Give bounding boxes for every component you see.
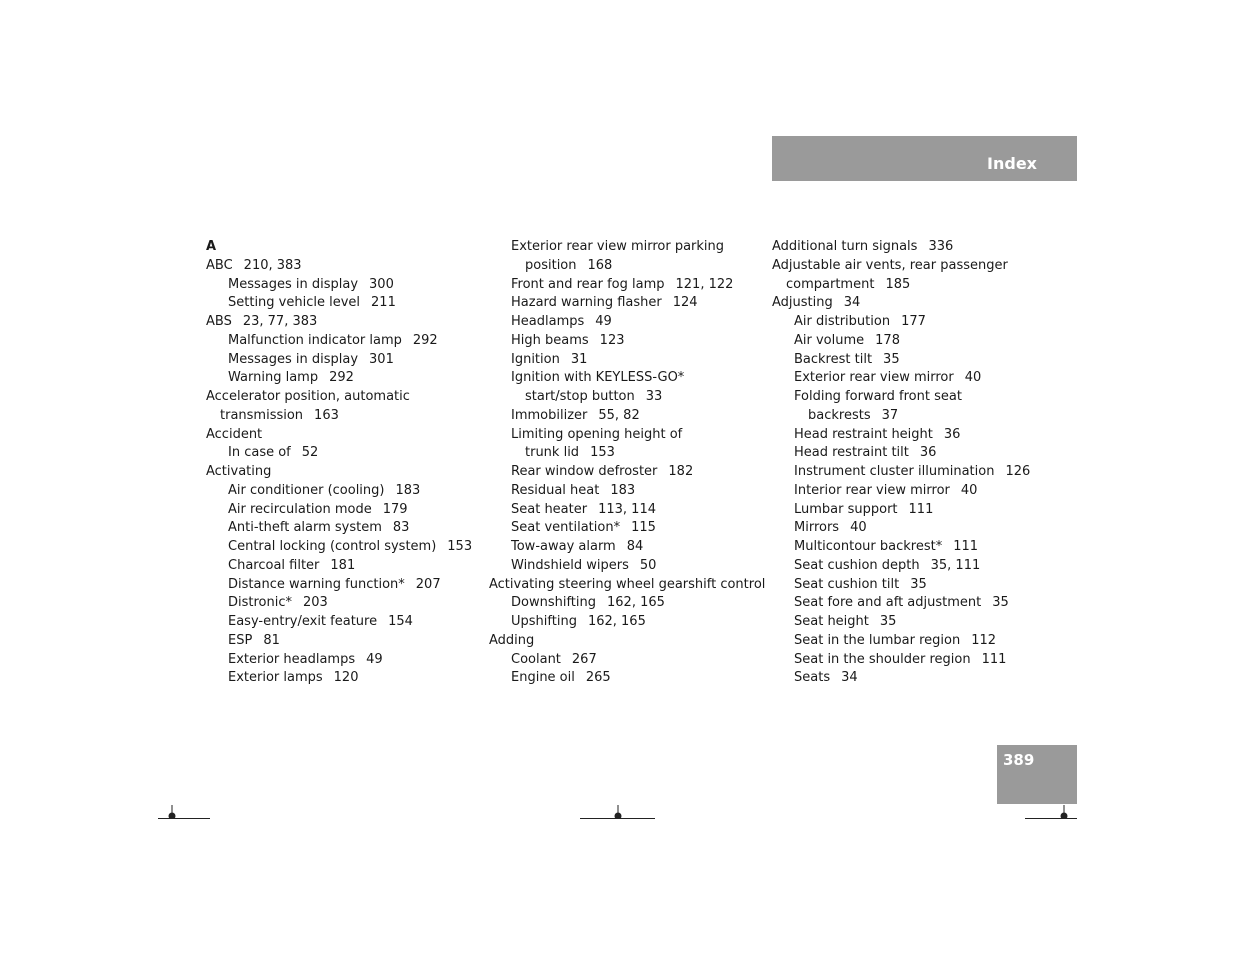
index-entry: [489, 482, 765, 501]
index-entry: [206, 519, 472, 538]
index-entry-term: Charcoal filter: [228, 557, 320, 573]
index-entry: [489, 294, 765, 313]
index-entry-pages: 162, 165: [587, 614, 646, 629]
index-entry-pages: 123: [599, 332, 625, 348]
index-entry: [206, 351, 472, 370]
index-entry-pages: 177: [901, 314, 926, 329]
index-entry-term: ESP: [228, 632, 253, 648]
index-column-2: [489, 238, 765, 688]
index-entry-term: Mirrors: [794, 520, 840, 536]
index-entry-term: Air distribution: [794, 314, 891, 329]
index-entry: [206, 407, 472, 426]
index-entry: [206, 463, 472, 482]
index-entry: [206, 482, 472, 501]
index-entry-term: position: [525, 257, 577, 273]
registration-mark-left-icon: [165, 805, 179, 819]
index-entry-term: Seats: [794, 670, 831, 686]
index-entry: [489, 351, 765, 370]
index-entry-pages: 34: [843, 295, 861, 311]
index-entry-pages: 168: [587, 257, 613, 273]
index-entry-term: Malfunction indicator lamp: [228, 332, 402, 348]
index-entry-pages: 211: [371, 295, 396, 311]
index-entry: [772, 313, 1030, 332]
index-entry-term: Downshifting: [511, 595, 597, 611]
index-entry-pages: 111: [908, 501, 934, 517]
index-entry: [206, 294, 472, 313]
index-entry-term: Tow-away alarm: [511, 539, 616, 554]
index-entry-term: start/stop button: [525, 389, 635, 404]
index-entry: [206, 501, 472, 520]
index-entry-term: Anti-theft alarm system: [228, 520, 382, 536]
index-entry-term: Seat cushion tilt: [794, 576, 900, 592]
index-entry: [772, 557, 1030, 576]
index-entry-term: A: [206, 239, 217, 254]
index-entry: [772, 632, 1030, 651]
index-entry: [772, 369, 1030, 388]
index-entry-term: Seat in the shoulder region: [794, 651, 971, 667]
index-entry-term: Backrest tilt: [794, 351, 873, 367]
page-number-tab: [997, 745, 1077, 804]
index-entry-pages: 153: [590, 445, 615, 461]
index-entry: [206, 613, 472, 632]
index-entry: [489, 632, 765, 651]
index-entry: [489, 519, 765, 538]
index-entry-term: backrests: [808, 407, 871, 423]
index-entry-pages: 111: [981, 651, 1007, 667]
index-entry-pages: 207: [415, 576, 441, 592]
index-entry-term: Interior rear view mirror: [794, 482, 950, 498]
index-entry: [489, 444, 765, 463]
index-entry-term: Easy-entry/exit feature: [228, 614, 378, 629]
index-entry-pages: 121, 122: [675, 276, 734, 292]
index-entry-pages: 31: [570, 351, 588, 367]
index-entry-pages: 163: [314, 407, 339, 423]
index-entry-pages: 113, 114: [598, 501, 656, 517]
index-entry: [489, 501, 765, 520]
index-entry-term: Exterior rear view mirror parking: [511, 239, 725, 254]
index-entry-term: Coolant: [511, 651, 561, 667]
index-entry-pages: 300: [369, 276, 394, 292]
index-entry-pages: 36: [919, 445, 937, 461]
index-entry-pages: 203: [303, 595, 328, 611]
index-entry-pages: 178: [875, 332, 900, 348]
index-entry-term: Adjustable air vents, rear passenger: [772, 257, 1008, 273]
index-entry-pages: 81: [263, 632, 280, 648]
index-entry-pages: 301: [369, 351, 394, 367]
index-entry-pages: 40: [964, 370, 982, 386]
index-entry-pages: 265: [585, 670, 611, 686]
index-entry: [489, 463, 765, 482]
index-entry-term: Activating steering wheel gearshift control: [489, 576, 766, 592]
index-entry-term: Setting vehicle level: [228, 295, 361, 311]
index-entry: [206, 332, 472, 351]
index-entry: [206, 669, 472, 688]
index-entry: [489, 426, 765, 445]
index-entry: [772, 276, 1030, 295]
index-entry-pages: 115: [631, 520, 656, 536]
index-header-bar: [772, 136, 1077, 181]
index-entry: [489, 388, 765, 407]
index-entry-term: Hazard warning flasher: [511, 295, 662, 311]
index-entry: [772, 519, 1030, 538]
index-entry-pages: 40: [850, 520, 867, 536]
index-entry: [206, 257, 472, 276]
index-entry-term: ABC: [206, 257, 233, 273]
index-entry: [489, 613, 765, 632]
index-entry-term: Distronic*: [228, 595, 293, 611]
index-entry-term: Upshifting: [511, 614, 577, 629]
index-entry-term: Lumbar support: [794, 501, 898, 517]
index-entry: [489, 669, 765, 688]
index-entry-pages: 34: [841, 670, 858, 686]
index-entry-term: Headlamps: [511, 314, 585, 329]
index-entry-term: High beams: [511, 332, 589, 348]
index-entry: [206, 538, 472, 557]
index-entry-term: Activating: [206, 464, 272, 479]
index-entry-term: Front and rear fog lamp: [511, 276, 665, 292]
index-entry: [489, 332, 765, 351]
index-entry-term: Warning lamp: [228, 370, 319, 386]
index-entry-pages: 23, 77, 383: [242, 314, 318, 329]
index-entry-term: compartment: [786, 276, 875, 292]
index-entry-term: Instrument cluster illumination: [794, 464, 995, 479]
page-title: Index: [987, 154, 1037, 173]
index-entry: [489, 276, 765, 295]
index-column-1: [206, 238, 472, 688]
index-entry: [772, 576, 1030, 595]
index-entry-term: Additional turn signals: [772, 239, 918, 254]
index-entry-pages: 49: [366, 651, 383, 667]
index-entry: [206, 276, 472, 295]
index-entry: [206, 557, 472, 576]
index-entry-pages: 124: [672, 295, 698, 311]
index-entry-pages: 37: [881, 407, 899, 423]
index-entry-term: Exterior headlamps: [228, 651, 356, 667]
registration-mark-right-icon: [1057, 805, 1071, 819]
index-entry-pages: 183: [610, 482, 636, 498]
registration-mark-center-icon: [611, 805, 625, 819]
index-entry-pages: 35: [910, 576, 927, 592]
index-entry-term: Air volume: [794, 332, 865, 348]
index-entry-term: Seat ventilation*: [511, 520, 621, 536]
index-entry-term: Seat in the lumbar region: [794, 632, 961, 648]
index-column-3: [772, 238, 1030, 688]
index-entry-term: Messages in display: [228, 276, 359, 292]
index-entry-pages: 49: [595, 314, 612, 329]
index-entry-pages: 336: [928, 239, 954, 254]
index-entry: [489, 557, 765, 576]
index-entry-pages: 183: [395, 482, 421, 498]
index-entry-term: ABS: [206, 314, 232, 329]
index-entry-term: Exterior lamps: [228, 670, 323, 686]
page-number: 389: [1003, 751, 1035, 769]
index-entry: [772, 651, 1030, 670]
index-entry-pages: 52: [301, 445, 319, 461]
index-entry-pages: 162, 165: [607, 595, 665, 611]
index-entry-term: Limiting opening height of: [511, 426, 683, 442]
index-entry-pages: 292: [412, 332, 438, 348]
index-entry-term: Ignition: [511, 351, 560, 367]
index-entry: [206, 444, 472, 463]
index-entry-pages: 120: [333, 670, 359, 686]
index-entry-term: Seat fore and aft adjustment: [794, 595, 982, 611]
index-entry: [772, 501, 1030, 520]
index-entry-pages: 36: [943, 426, 961, 442]
index-entry: [772, 538, 1030, 557]
index-entry-term: Distance warning function*: [228, 576, 405, 592]
index-entry: [489, 369, 765, 388]
index-entry-term: Windshield wipers: [511, 557, 629, 573]
index-entry-term: In case of: [228, 445, 291, 461]
index-entry: [489, 238, 765, 257]
index-entry-pages: 126: [1005, 464, 1031, 479]
index-entry-pages: 35, 111: [930, 557, 981, 573]
index-entry-term: Ignition with KEYLESS-GO*: [511, 370, 685, 386]
index-entry-pages: 35: [992, 595, 1009, 611]
index-entry: [772, 332, 1030, 351]
index-entry-term: Seat cushion depth: [794, 557, 920, 573]
index-entry-pages: 267: [571, 651, 597, 667]
index-entry: [206, 594, 472, 613]
index-entry: [489, 257, 765, 276]
index-entry-pages: 84: [626, 539, 644, 554]
index-entry-term: Folding forward front seat: [794, 389, 962, 404]
index-entry: [772, 444, 1030, 463]
index-entry: [772, 257, 1030, 276]
index-entry: [206, 313, 472, 332]
index-entry: [772, 294, 1030, 313]
index-entry-pages: 182: [668, 464, 694, 479]
index-entry-term: Messages in display: [228, 351, 359, 367]
index-entry-term: Seat height: [794, 614, 869, 629]
index-entry-term: transmission: [220, 407, 304, 423]
index-entry-pages: 154: [388, 614, 413, 629]
index-entry: [772, 594, 1030, 613]
index-entry-pages: 50: [639, 557, 657, 573]
index-entry-term: Head restraint tilt: [794, 445, 909, 461]
index-entry-term: Residual heat: [511, 482, 600, 498]
index-entry: [206, 632, 472, 651]
index-entry-term: Accident: [206, 426, 263, 442]
index-entry-pages: 292: [329, 370, 354, 386]
index-entry: [206, 369, 472, 388]
index-entry-term: Seat heater: [511, 501, 588, 517]
index-entry-term: Head restraint height: [794, 426, 933, 442]
index-entry: [206, 576, 472, 595]
index-entry: [772, 407, 1030, 426]
index-entry: [772, 463, 1030, 482]
index-entry-term: Air recirculation mode: [228, 501, 372, 517]
index-entry-pages: 83: [392, 520, 410, 536]
index-entry-term: trunk lid: [525, 445, 580, 461]
index-entry-pages: 35: [883, 351, 900, 367]
index-entry-term: Air conditioner (cooling): [228, 482, 385, 498]
index-entry: [772, 669, 1030, 688]
index-entry-term: Adjusting: [772, 295, 833, 311]
index-entry-pages: 210, 383: [243, 257, 302, 273]
index-entry: [489, 538, 765, 557]
index-entry-pages: 33: [645, 389, 663, 404]
index-entry-pages: 181: [330, 557, 356, 573]
index-entry: [206, 426, 472, 445]
index-entry-pages: 179: [382, 501, 408, 517]
index-entry: [772, 482, 1030, 501]
index-entry-pages: 153: [447, 539, 473, 554]
index-entry: [489, 407, 765, 426]
index-entry: [489, 576, 765, 595]
index-entry-pages: 35: [879, 614, 897, 629]
index-entry: [772, 613, 1030, 632]
index-entry-term: Immobilizer: [511, 407, 588, 423]
index-entry-term: Central locking (control system): [228, 539, 437, 554]
index-entry: [489, 651, 765, 670]
index-entry: [206, 651, 472, 670]
index-entry-pages: 112: [971, 632, 997, 648]
index-entry-term: Rear window defroster: [511, 464, 658, 479]
index-entry: [772, 388, 1030, 407]
index-entry-term: Exterior rear view mirror: [794, 370, 954, 386]
index-entry: [772, 426, 1030, 445]
index-entry-term: Accelerator position, automatic: [206, 389, 410, 404]
index-entry-pages: 55, 82: [598, 407, 640, 423]
index-entry-pages: 185: [885, 276, 911, 292]
index-entry-term: Adding: [489, 632, 535, 648]
index-entry: [206, 388, 472, 407]
index-entry-term: Multicontour backrest*: [794, 539, 943, 554]
index-entry-term: Engine oil: [511, 670, 575, 686]
index-entry: [206, 238, 472, 257]
index-entry: [772, 238, 1030, 257]
index-entry: [489, 594, 765, 613]
index-entry-pages: 40: [960, 482, 978, 498]
index-entry: [489, 313, 765, 332]
index-entry: [772, 351, 1030, 370]
index-entry-pages: 111: [953, 539, 979, 554]
